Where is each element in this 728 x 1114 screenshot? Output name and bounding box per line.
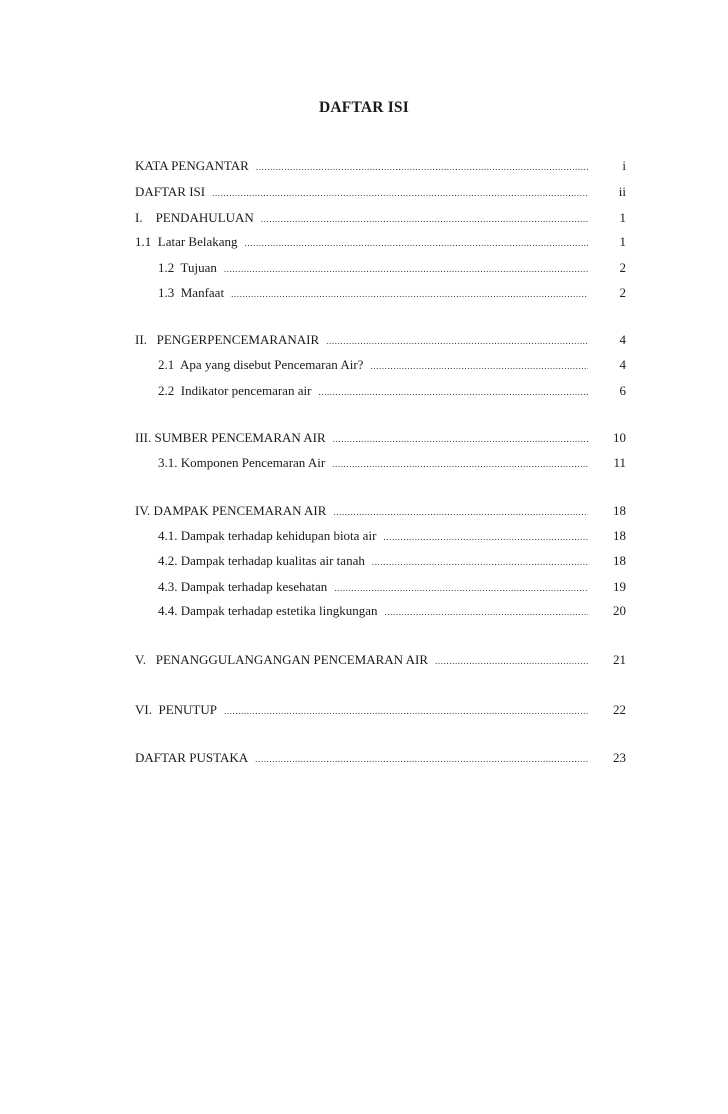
toc-entry-label: I. PENDAHULUAN (135, 210, 254, 225)
dot-leader (261, 210, 588, 228)
dot-leader (318, 383, 588, 401)
toc-entry[interactable] (158, 356, 626, 374)
toc-entry-label: 1.1 Latar Belakang (135, 234, 238, 249)
dot-leader (333, 430, 588, 448)
toc-entry-page: 11 (613, 455, 626, 470)
toc-entry-page: 4 (619, 332, 626, 347)
toc-entry-page: ii (618, 184, 626, 199)
toc-entry-label: 1.3 Manfaat (158, 285, 225, 300)
toc-entry-page: 23 (613, 750, 626, 765)
dot-leader (385, 603, 589, 621)
dot-leader (224, 702, 588, 720)
toc-entry-label: 4.4. Dampak terhadap estetika lingkungan (158, 603, 378, 618)
dot-leader (231, 285, 588, 303)
toc-entry-label: 1.2 Tujuan (158, 260, 217, 275)
dot-leader (372, 553, 588, 571)
toc-entry-page: 10 (613, 430, 626, 445)
toc-entry-label: 4.1. Dampak terhadap kehidupan biota air (158, 528, 377, 543)
toc-entry-label: 4.3. Dampak terhadap kesehatan (158, 579, 328, 594)
toc-entry-label: III. SUMBER PENCEMARAN AIR (135, 430, 326, 445)
toc-entry-label: KATA PENGANTAR (135, 158, 249, 173)
toc-entry-page: 22 (613, 702, 626, 717)
toc-entry-page: 18 (613, 553, 626, 568)
toc-entry[interactable] (135, 701, 626, 719)
toc-entry[interactable] (135, 749, 626, 767)
toc-entry-page: i (622, 158, 626, 173)
toc-entry[interactable] (158, 259, 626, 277)
toc-entry[interactable] (135, 183, 626, 201)
dot-leader (256, 158, 588, 176)
dot-leader (224, 260, 588, 278)
toc-entry-label: 2.2 Indikator pencemaran air (158, 383, 312, 398)
toc-entry[interactable] (135, 429, 626, 447)
toc-entry-page: 19 (613, 579, 626, 594)
toc-entry[interactable] (135, 209, 626, 227)
toc-entry-label: 4.2. Dampak terhadap kualitas air tanah (158, 553, 365, 568)
toc-entry-label: 2.1 Apa yang disebut Pencemaran Air? (158, 357, 364, 372)
page-title: DAFTAR ISI (319, 99, 409, 116)
toc-entry-page: 4 (619, 357, 626, 372)
toc-entry-page: 18 (613, 503, 626, 518)
toc-entry-page: 21 (613, 652, 626, 667)
toc-entry-label: DAFTAR ISI (135, 184, 206, 199)
dot-leader (245, 234, 588, 252)
dot-leader (333, 503, 588, 521)
toc-entry[interactable] (158, 527, 626, 545)
toc-entry-label: V. PENANGGULANGANGAN PENCEMARAN AIR (135, 652, 428, 667)
dot-leader (435, 652, 588, 670)
toc-entry[interactable] (158, 382, 626, 400)
toc-entry-label: IV. DAMPAK PENCEMARAN AIR (135, 503, 327, 518)
toc-entry-label: VI. PENUTUP (135, 702, 217, 717)
toc-entry-label: DAFTAR PUSTAKA (135, 750, 249, 765)
toc-entry-page: 2 (619, 285, 626, 300)
dot-leader (326, 332, 588, 350)
toc-entry[interactable] (158, 454, 626, 472)
dot-leader (383, 528, 588, 546)
dot-leader (255, 750, 588, 768)
toc-entry[interactable] (135, 233, 626, 251)
dot-leader (212, 184, 588, 202)
dot-leader (334, 579, 588, 597)
toc-entry-page: 1 (619, 234, 626, 249)
toc-entry-label: II. PENGERPENCEMARANAIR (135, 332, 320, 347)
toc-entry[interactable] (135, 651, 626, 669)
dot-leader (332, 455, 588, 473)
toc-entry-page: 2 (619, 260, 626, 275)
toc-entry[interactable] (158, 284, 626, 302)
toc-entry[interactable] (135, 331, 626, 349)
dot-leader (370, 357, 588, 375)
toc-entry-label: 3.1. Komponen Pencemaran Air (158, 455, 326, 470)
toc-entry[interactable] (135, 157, 626, 175)
toc-entry-page: 6 (619, 383, 626, 398)
toc-entry-page: 18 (613, 528, 626, 543)
toc-entry[interactable] (158, 578, 626, 596)
toc-entry-page: 1 (619, 210, 626, 225)
toc-entry[interactable] (158, 602, 626, 620)
toc-entry[interactable] (158, 552, 626, 570)
toc-entry-page: 20 (613, 603, 626, 618)
toc-entry[interactable] (135, 502, 626, 520)
